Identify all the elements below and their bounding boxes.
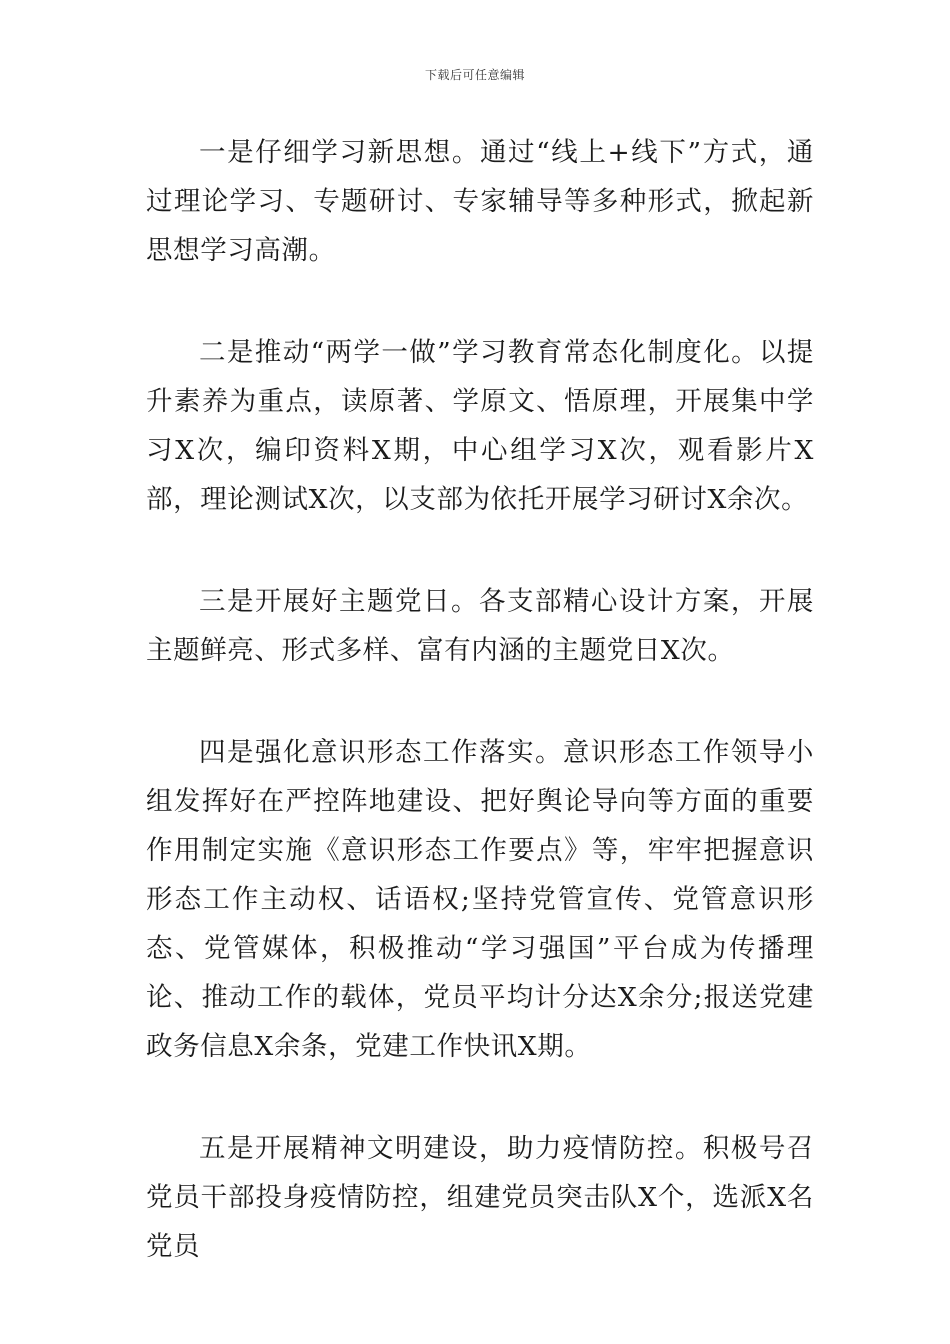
paragraph-3: 三是开展好主题党日。各支部精心设计方案，开展主题鲜亮、形式多样、富有内涵的主题党日X次。 bbox=[146, 586, 814, 666]
paragraph-1: 一是仔细学习新思想。通过“线上+线下”方式，通过理论学习、专题研讨、专家辅导等多种形式，掀起新思想学习高潮。 bbox=[146, 137, 814, 266]
paragraph-4: 四是强化意识形态工作落实。意识形态工作领导小组发挥好在严控阵地建设、把好舆论导向等方面的重要作用制定实施《意识形态工作要点》等，牢牢把握意识形态工作主动权、话语权;坚持党管宣传、党管意识形态、党管媒体，积极推动“学习强国”平台成为传播理论、推动工作的载体，党员平均计分达X余分;报送党建政务信息X余条，党建工作快讯X期。 bbox=[146, 737, 814, 1062]
paragraph-5: 五是开展精神文明建设，助力疫情防控。积极号召党员干部投身疫情防控，组建党员突击队X个，选派X名党员 bbox=[146, 1133, 814, 1262]
page-header: 下载后可任意编辑 bbox=[424, 68, 525, 82]
document-body bbox=[146, 128, 814, 1271]
paragraph-2: 二是推动“两学一做”学习教育常态化制度化。以提升素养为重点，读原著、学原文、悟原理，开展集中学习X次，编印资料X期，中心组学习X次，观看影片X部，理论测试X次，以支部为依托开展学习研讨X余次。 bbox=[146, 337, 814, 515]
